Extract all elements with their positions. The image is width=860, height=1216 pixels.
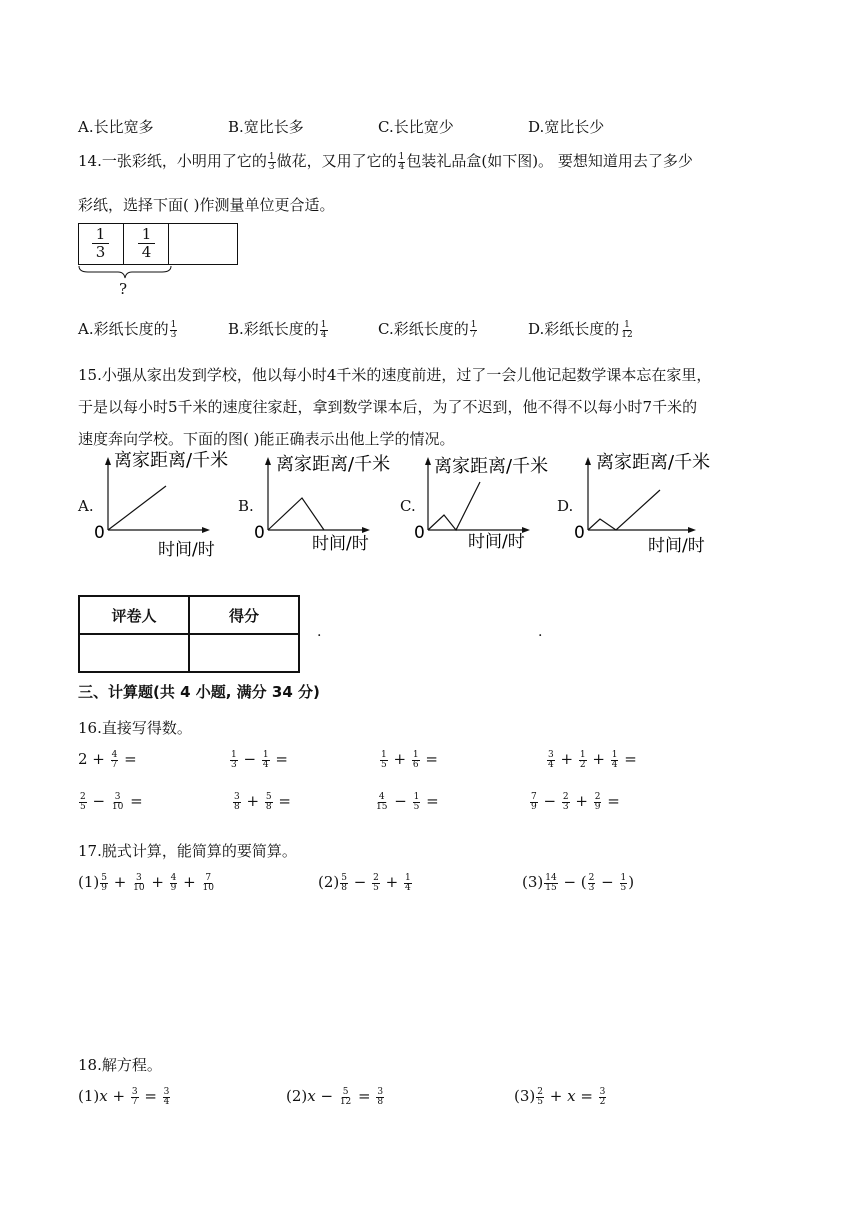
q16-expr-2: $\frac{1}{3}$ − $\frac{1}{4}$ = — [231, 749, 288, 770]
q16-expr-8: $\frac{7}{9}$ − $\frac{2}{3}$ + $\frac{2}{9}$ = — [531, 791, 620, 812]
q17-title: 17.脱式计算，能简算的要简算。 — [78, 842, 297, 860]
q14-option-d: D.彩纸长度的 $\frac{1}{12}$ — [528, 319, 633, 340]
q18-eq-1: (1)x + $\frac{3}{7}$ = $\frac{3}{4}$ — [78, 1086, 170, 1107]
graph-b-letter: B. — [238, 497, 254, 515]
graph-c-letter: C. — [400, 497, 416, 515]
dot-mark: . — [317, 624, 322, 640]
graph-c — [414, 448, 564, 560]
graph-d-origin: 0 — [574, 523, 585, 543]
q16-expr-4: $\frac{3}{4}$ + $\frac{1}{2}$ + $\frac{1}{4}$ = — [548, 749, 637, 770]
option-b: B.宽比长多 — [228, 118, 304, 136]
q16-expr-3: $\frac{1}{5}$ + $\frac{1}{6}$ = — [381, 749, 438, 770]
graph-b-line — [268, 498, 324, 530]
q17-expr-1: (1) $\frac{5}{9}$ + $\frac{3}{10}$ + $\frac{4}{9}$ + $\frac{7}{10}$ — [78, 872, 214, 893]
graph-b-xlabel: 时间/时 — [312, 534, 369, 554]
q17-expr-3: (3) $\frac{14}{15}$ − ( $\frac{2}{3}$ − $\frac{1}{5}$ ) — [522, 872, 635, 893]
score-cell[interactable] — [189, 634, 299, 672]
graph-c-origin: 0 — [414, 523, 425, 543]
q16-expr-7: $\frac{4}{15}$ − $\frac{1}{5}$ = — [376, 791, 439, 812]
q16-expr-1: 2 + $\frac{4}{7}$ = — [78, 749, 137, 770]
graph-d — [574, 448, 734, 560]
graph-d-ylabel: 离家距离/千米 — [596, 452, 711, 473]
q18-eq-3: (3) $\frac{2}{5}$ + x = $\frac{3}{2}$ — [514, 1086, 606, 1107]
graph-a-letter: A. — [78, 497, 94, 515]
grader-cell[interactable] — [79, 634, 189, 672]
graph-a-origin: 0 — [94, 523, 105, 543]
graph-c-xlabel: 时间/时 — [468, 532, 525, 552]
q14-line1: 14.一张彩纸，小明用了它的 $\frac{1}{3}$ 做花，又用了它的 $\frac{1}{4}$ 包装礼品盒(如下图)。 要想知道用去了多少 — [78, 151, 693, 172]
score-table — [78, 595, 300, 673]
paper-strip-diagram — [78, 223, 238, 265]
score-table-header-grader: 评卷人 — [79, 596, 189, 634]
question-mark: ? — [119, 280, 128, 298]
score-table-header-score: 得分 — [189, 596, 299, 634]
graph-b-ylabel: 离家距离/千米 — [276, 454, 391, 475]
graph-a-ylabel: 离家距离/千米 — [114, 450, 229, 471]
graph-d-xlabel: 时间/时 — [648, 536, 705, 556]
graph-b-origin: 0 — [254, 523, 265, 543]
q14-line2: 彩纸，选择下面( )作测量单位更合适。 — [78, 196, 335, 214]
graph-a-line — [108, 486, 166, 530]
q17-expr-2: (2) $\frac{5}{8}$ − $\frac{2}{5}$ + $\frac{1}{4}$ — [318, 872, 411, 893]
strip-cell-2: 1 4 — [124, 226, 169, 261]
graph-b — [252, 448, 402, 560]
q14-option-c: C.彩纸长度的 $\frac{1}{7}$ — [378, 319, 477, 340]
graph-a-xlabel: 时间/时 — [158, 540, 215, 560]
graph-c-ylabel: 离家距离/千米 — [434, 456, 549, 477]
graph-a — [94, 448, 244, 560]
brace — [78, 265, 173, 279]
q14-option-b: B.彩纸长度的 $\frac{1}{4}$ — [228, 319, 327, 340]
dot-mark: . — [538, 624, 543, 640]
q15-line2: 于是以每小时5千米的速度往家赶，拿到数学课本后，为了不迟到，他不得不以每小时7千米的 — [78, 398, 698, 416]
strip-cell-1: 1 3 — [78, 226, 123, 261]
q15-line1: 15.小强从家出发到学校，他以每小时4千米的速度前进，过了一会儿他记起数学课本忘在家里， — [78, 366, 712, 384]
q18-eq-2: (2)x − $\frac{5}{12}$ = $\frac{3}{8}$ — [286, 1086, 384, 1107]
q16-title: 16.直接写得数。 — [78, 719, 192, 737]
option-c: C.长比宽少 — [378, 118, 454, 136]
q14-option-a: A.彩纸长度的 $\frac{1}{3}$ — [78, 319, 177, 340]
q16-expr-6: $\frac{3}{8}$ + $\frac{5}{8}$ = — [234, 791, 291, 812]
section-title: 三、计算题(共 4 小题, 满分 34 分) — [78, 683, 320, 701]
graph-d-letter: D. — [557, 497, 574, 515]
graph-c-line — [428, 482, 480, 530]
option-a: A.长比宽多 — [78, 118, 154, 136]
option-d: D.宽比长少 — [528, 118, 605, 136]
graph-d-line — [588, 490, 660, 530]
q15-line3: 速度奔向学校。下面的图( )能正确表示出他上学的情况。 — [78, 430, 455, 448]
q16-expr-5: $\frac{2}{5}$ − $\frac{3}{10}$ = — [80, 791, 143, 812]
q18-title: 18.解方程。 — [78, 1056, 162, 1074]
